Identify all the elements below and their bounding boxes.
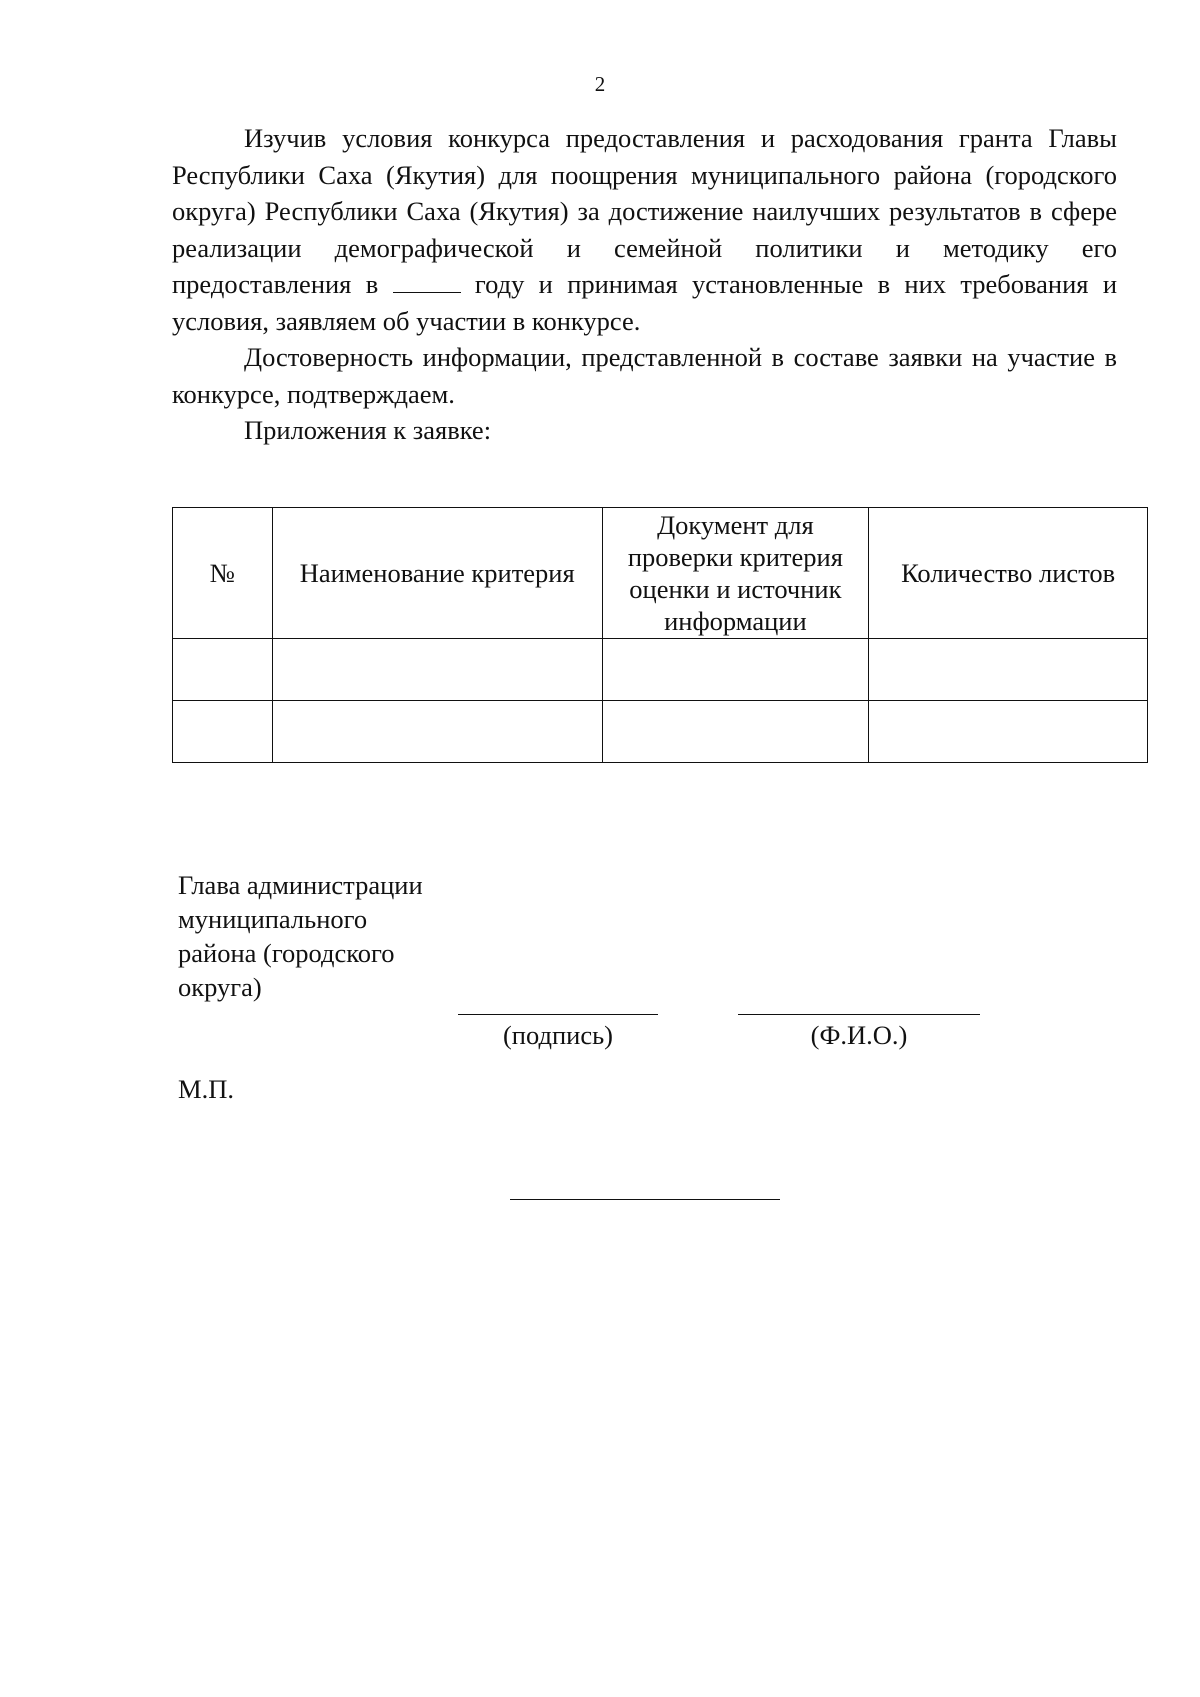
table-cell[interactable] — [602, 639, 869, 701]
body-text — [172, 120, 1117, 449]
paragraph-conditions-part-1: Изучив условия конкурса предоставления и расходования гранта Главы Республики Саха (Якутия) для поощрения муниципального района (городского округа) Республики Саха (Якутия) за достижение наилучших результатов в сфере реализации демографической и семейной политики и методику его предоставления в — [172, 123, 1117, 299]
attachments-table — [172, 507, 1148, 763]
table-row — [173, 639, 1148, 701]
name-line[interactable] — [738, 1014, 980, 1015]
head-role-title: Глава администрации муниципального района (городского округа) — [178, 870, 423, 1002]
header-verification-document: Документ для проверки критерия оценки и источник информации — [602, 508, 869, 639]
page-number: 2 — [594, 72, 606, 96]
paragraph-confirmation: Достоверность информации, представленной в составе заявки на участие в конкурсе, подтверждаем. — [172, 342, 1117, 409]
signature-line[interactable] — [458, 1014, 658, 1015]
header-criterion-name: Наименование критерия — [272, 508, 602, 639]
table-row — [173, 701, 1148, 763]
paragraph-conditions-part-2: году и принимая установленные в них требования и условия, заявляем об участии в конкурсе. — [172, 269, 1118, 336]
table-header-row — [173, 508, 1148, 639]
table-cell[interactable] — [869, 639, 1148, 701]
table-cell[interactable] — [173, 701, 273, 763]
year-blank[interactable] — [393, 270, 461, 293]
stamp-label: М.П. — [178, 1074, 234, 1104]
table-cell[interactable] — [272, 639, 602, 701]
header-sheet-count: Количество листов — [869, 508, 1148, 639]
table-cell[interactable] — [602, 701, 869, 763]
table-cell[interactable] — [272, 701, 602, 763]
signature-caption: (подпись) — [502, 1020, 613, 1050]
closing-rule — [510, 1199, 780, 1200]
table-cell[interactable] — [869, 701, 1148, 763]
header-number: № — [173, 508, 273, 639]
paragraph-attachments: Приложения к заявке: — [244, 415, 492, 445]
name-caption: (Ф.И.О.) — [810, 1020, 908, 1050]
paragraph-conditions — [172, 120, 1117, 339]
table-cell[interactable] — [173, 639, 273, 701]
